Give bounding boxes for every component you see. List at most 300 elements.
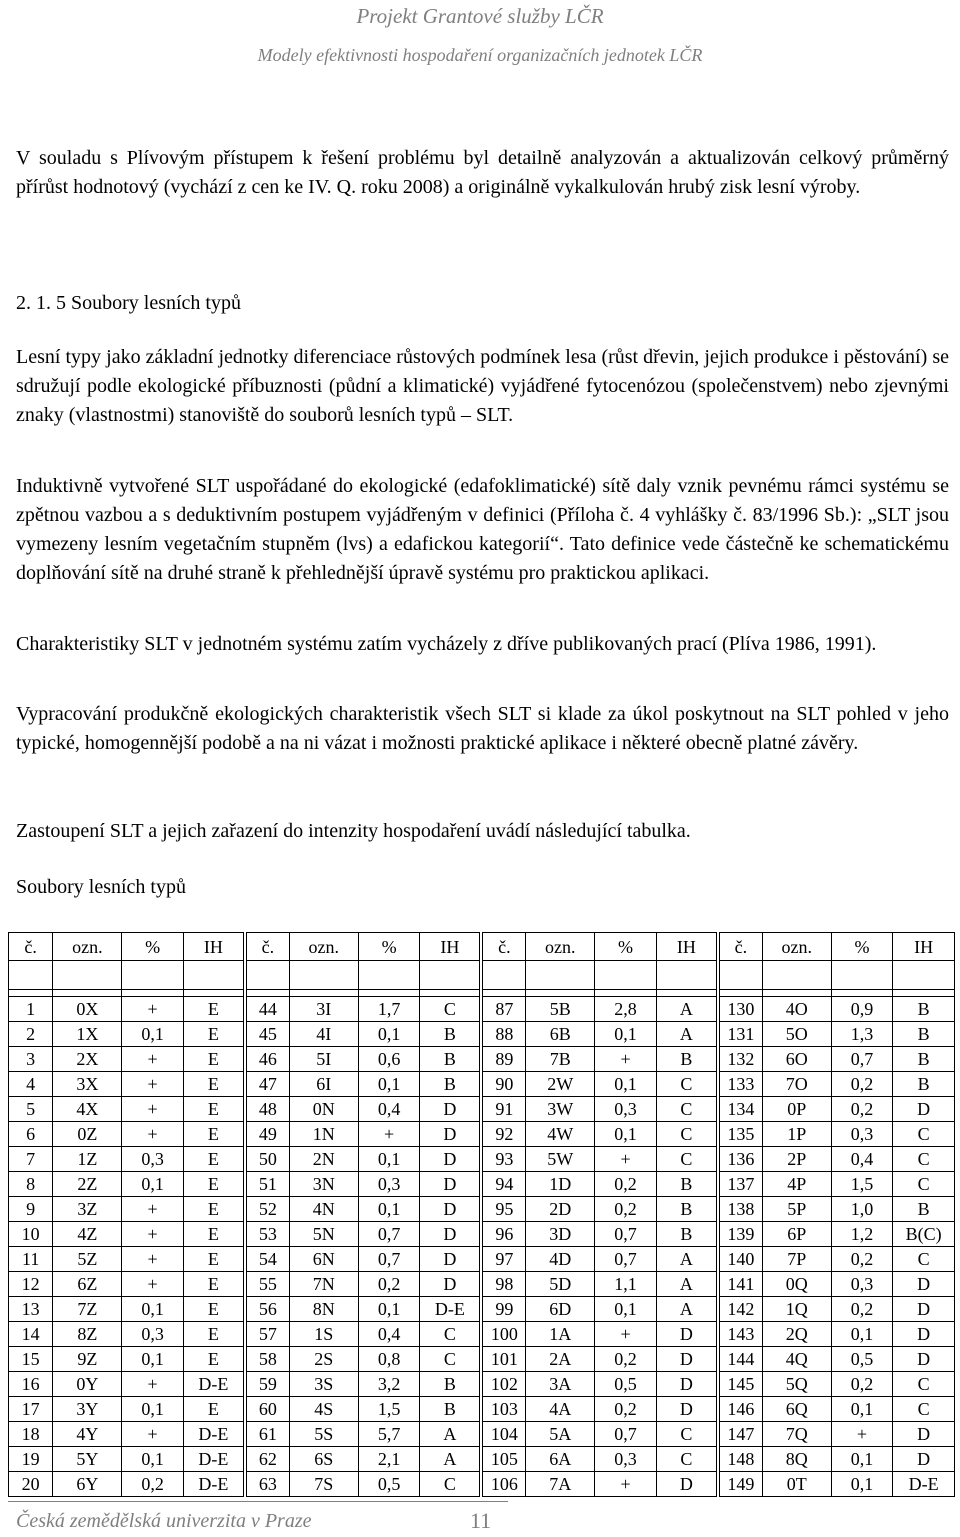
table-cell: 0N	[289, 1097, 358, 1122]
table-gap-row	[9, 990, 955, 997]
table-cell: 6N	[289, 1247, 358, 1272]
table-cell: B(C)	[893, 1222, 955, 1247]
table-spacer-row	[9, 961, 955, 990]
table-cell: 6O	[762, 1047, 831, 1072]
table-cell: +	[358, 1122, 420, 1147]
table-cell: 3A	[526, 1372, 595, 1397]
table-cell: 60	[245, 1397, 289, 1422]
column-header: %	[122, 933, 184, 961]
table-cell: 0,1	[358, 1197, 420, 1222]
table-caption: Soubory lesních typů	[16, 876, 186, 898]
table-cell: 58	[245, 1347, 289, 1372]
table-cell: 50	[245, 1147, 289, 1172]
gap-cell	[526, 990, 595, 997]
gap-cell	[183, 990, 245, 997]
table-cell: 5O	[762, 1022, 831, 1047]
table-cell: 3S	[289, 1372, 358, 1397]
table-cell: 94	[481, 1172, 525, 1197]
table-cell: 0,1	[122, 1297, 184, 1322]
table-cell: E	[183, 1197, 245, 1222]
table-row	[9, 1472, 955, 1497]
table-cell: 6A	[526, 1447, 595, 1472]
table-cell: 132	[718, 1047, 762, 1072]
table-cell: E	[183, 1172, 245, 1197]
table-row	[9, 1147, 955, 1172]
table-cell: 1P	[762, 1122, 831, 1147]
table-cell: B	[420, 1047, 482, 1072]
table-cell: 0,7	[358, 1222, 420, 1247]
table-cell: 0,1	[122, 1447, 184, 1472]
table-cell: 1D	[526, 1172, 595, 1197]
table-cell: 0,1	[831, 1397, 893, 1422]
gap-cell	[481, 990, 525, 997]
table-cell: 0,2	[831, 1297, 893, 1322]
table-cell: 141	[718, 1272, 762, 1297]
empty-cell	[656, 961, 718, 990]
table-cell: 46	[245, 1047, 289, 1072]
table-cell: 88	[481, 1022, 525, 1047]
column-header: IH	[183, 933, 245, 961]
table-cell: 0,7	[358, 1247, 420, 1272]
table-cell: 6D	[526, 1297, 595, 1322]
table-cell: 0,2	[831, 1072, 893, 1097]
table-cell: 7A	[526, 1472, 595, 1497]
table-cell: 5Z	[53, 1247, 122, 1272]
table-cell: B	[893, 1197, 955, 1222]
empty-cell	[9, 961, 53, 990]
table-cell: 2X	[53, 1047, 122, 1072]
column-header: č.	[481, 933, 525, 961]
table-cell: 9	[9, 1197, 53, 1222]
gap-cell	[762, 990, 831, 997]
column-header: %	[595, 933, 657, 961]
table-cell: 0,1	[122, 1347, 184, 1372]
table-cell: 56	[245, 1297, 289, 1322]
table-cell: 4Y	[53, 1422, 122, 1447]
table-row	[9, 1172, 955, 1197]
table-cell: 0,1	[122, 1022, 184, 1047]
table-row	[9, 1322, 955, 1347]
table-cell: 0P	[762, 1097, 831, 1122]
table-cell: 4O	[762, 997, 831, 1022]
table-cell: 1A	[526, 1322, 595, 1347]
empty-cell	[183, 961, 245, 990]
empty-cell	[526, 961, 595, 990]
table-cell: +	[595, 1047, 657, 1072]
table-cell: D-E	[183, 1372, 245, 1397]
table-cell: 8N	[289, 1297, 358, 1322]
gap-cell	[245, 990, 289, 997]
table-cell: 2P	[762, 1147, 831, 1172]
table-row	[9, 1422, 955, 1447]
table-cell: 15	[9, 1347, 53, 1372]
table-cell: 103	[481, 1397, 525, 1422]
table-cell: 5W	[526, 1147, 595, 1172]
table-cell: E	[183, 1222, 245, 1247]
table-cell: D-E	[183, 1447, 245, 1472]
table-cell: 137	[718, 1172, 762, 1197]
empty-cell	[893, 961, 955, 990]
table-cell: 5P	[762, 1197, 831, 1222]
table-cell: 44	[245, 997, 289, 1022]
table-cell: 7P	[762, 1247, 831, 1272]
table-cell: B	[420, 1372, 482, 1397]
table-cell: 18	[9, 1422, 53, 1447]
table-cell: 53	[245, 1222, 289, 1247]
table-cell: 0,2	[122, 1472, 184, 1497]
column-header: ozn.	[526, 933, 595, 961]
table-cell: 0,1	[595, 1072, 657, 1097]
table-cell: 0,1	[122, 1397, 184, 1422]
table-cell: +	[831, 1422, 893, 1447]
table-cell: 2Z	[53, 1172, 122, 1197]
table-cell: D	[893, 1297, 955, 1322]
empty-cell	[595, 961, 657, 990]
table-cell: 149	[718, 1472, 762, 1497]
table-cell: C	[420, 1347, 482, 1372]
table-cell: 45	[245, 1022, 289, 1047]
table-row	[9, 1022, 955, 1047]
table-cell: A	[656, 1247, 718, 1272]
table-cell: 1Q	[762, 1297, 831, 1322]
table-cell: +	[122, 1372, 184, 1397]
table-row	[9, 1447, 955, 1472]
table-row	[9, 1097, 955, 1122]
column-header: ozn.	[53, 933, 122, 961]
table-cell: 0,1	[358, 1072, 420, 1097]
table-cell: 0,2	[595, 1172, 657, 1197]
table-cell: 9Z	[53, 1347, 122, 1372]
table-cell: 0T	[762, 1472, 831, 1497]
table-cell: 5S	[289, 1422, 358, 1447]
table-cell: E	[183, 1147, 245, 1172]
table-cell: 0,7	[595, 1222, 657, 1247]
table-cell: 52	[245, 1197, 289, 1222]
table-cell: A	[656, 997, 718, 1022]
table-cell: 2N	[289, 1147, 358, 1172]
table-cell: B	[656, 1222, 718, 1247]
table-row	[9, 1222, 955, 1247]
header-project-title: Projekt Grantové služby LČR	[356, 4, 604, 28]
table-cell: B	[893, 1047, 955, 1072]
table-cell: 4Z	[53, 1222, 122, 1247]
table-cell: +	[122, 1422, 184, 1447]
table-cell: B	[656, 1047, 718, 1072]
table-cell: D	[893, 1272, 955, 1297]
table-cell: 4Q	[762, 1347, 831, 1372]
table-cell: 0Q	[762, 1272, 831, 1297]
table-cell: 4P	[762, 1172, 831, 1197]
table-cell: 1,0	[831, 1197, 893, 1222]
table-cell: B	[420, 1397, 482, 1422]
table-cell: 6B	[526, 1022, 595, 1047]
table-cell: 3Z	[53, 1197, 122, 1222]
table-cell: 0,1	[358, 1297, 420, 1322]
table-cell: +	[595, 1147, 657, 1172]
table-cell: 2	[9, 1022, 53, 1047]
table-cell: 0,2	[831, 1372, 893, 1397]
table-cell: 90	[481, 1072, 525, 1097]
table-cell: 0,3	[595, 1447, 657, 1472]
table-cell: E	[183, 997, 245, 1022]
table-cell: 2S	[289, 1347, 358, 1372]
table-cell: 143	[718, 1322, 762, 1347]
table-row	[9, 1372, 955, 1397]
column-header: ozn.	[762, 933, 831, 961]
table-cell: 104	[481, 1422, 525, 1447]
table-cell: 1,2	[831, 1222, 893, 1247]
table-cell: 48	[245, 1097, 289, 1122]
table-cell: 1	[9, 997, 53, 1022]
table-cell: C	[893, 1372, 955, 1397]
table-cell: E	[183, 1297, 245, 1322]
table-cell: B	[893, 1022, 955, 1047]
table-cell: 14	[9, 1322, 53, 1347]
gap-cell	[420, 990, 482, 997]
empty-cell	[122, 961, 184, 990]
table-cell: C	[420, 1472, 482, 1497]
table-cell: 0,7	[595, 1247, 657, 1272]
gap-cell	[595, 990, 657, 997]
intro-paragraph: V souladu s Plívovým přístupem k řešení problému byl detailně analyzován a aktualizován celkový průměrný přírůst hodnotový (vychází z cen ke IV. Q. roku 2008) a originálně vykalkulován hrubý zisk lesní výroby.	[16, 147, 949, 198]
table-cell: 7S	[289, 1472, 358, 1497]
table-cell: 87	[481, 997, 525, 1022]
table-cell: 102	[481, 1372, 525, 1397]
empty-cell	[289, 961, 358, 990]
table-cell: 130	[718, 997, 762, 1022]
table-cell: 51	[245, 1172, 289, 1197]
table-cell: 3,2	[358, 1372, 420, 1397]
table-cell: 57	[245, 1322, 289, 1347]
paragraph-slt-production: Vypracování produkčně ekologických charakteristik všech SLT si klade za úkol poskytnout na SLT pohled v jeho typické, homogennější podobě a na ni vázat i možnosti praktické aplikace i některé obecně platné závěry.	[16, 703, 949, 754]
column-header: č.	[718, 933, 762, 961]
table-cell: +	[122, 1247, 184, 1272]
table-row	[9, 1272, 955, 1297]
table-cell: 98	[481, 1272, 525, 1297]
gap-cell	[656, 990, 718, 997]
table-cell: E	[183, 1397, 245, 1422]
table-cell: 89	[481, 1047, 525, 1072]
table-cell: 1,5	[831, 1172, 893, 1197]
table-cell: C	[656, 1122, 718, 1147]
table-cell: 0,2	[595, 1197, 657, 1222]
table-cell: D-E	[420, 1297, 482, 1322]
table-cell: 17	[9, 1397, 53, 1422]
header-subtitle: Modely efektivnosti hospodaření organizačních jednotek LČR	[257, 45, 703, 65]
gap-cell	[718, 990, 762, 997]
paragraph-table-intro: Zastoupení SLT a jejich zařazení do intenzity hospodaření uvádí následující tabulka.	[16, 820, 691, 842]
column-header: %	[831, 933, 893, 961]
table-cell: 0,1	[831, 1447, 893, 1472]
table-cell: 0,2	[595, 1347, 657, 1372]
table-cell: 20	[9, 1472, 53, 1497]
table-cell: 0,1	[595, 1297, 657, 1322]
paragraph-slt-inductive: Induktivně vytvořené SLT uspořádané do ekologické (edafoklimatické) sítě daly vznik pevnému rámci systému se zpětnou vazbou a s deduktivním postupem vyjádřeným v definici (Příloha č. 4 vyhlášky č. 83/1996 Sb.): „SLT jsou vymezeny lesním vegetačním stupněm (lvs) a edafickou kategorií“. Tato definice vede částečně ke schematickému doplňování sítě na druhé straně k přehlednější úpravě systému pro praktickou aplikaci.	[16, 475, 949, 584]
table-row	[9, 1397, 955, 1422]
table-cell: D	[420, 1222, 482, 1247]
table-cell: 7Z	[53, 1297, 122, 1322]
gap-cell	[9, 990, 53, 997]
table-cell: 2Q	[762, 1322, 831, 1347]
table-cell: 3D	[526, 1222, 595, 1247]
table-row	[9, 1197, 955, 1222]
table-row	[9, 1297, 955, 1322]
gap-cell	[53, 990, 122, 997]
table-cell: E	[183, 1272, 245, 1297]
table-cell: E	[183, 1022, 245, 1047]
table-cell: 0,6	[358, 1047, 420, 1072]
table-cell: +	[122, 1072, 184, 1097]
table-cell: D	[420, 1197, 482, 1222]
table-cell: 54	[245, 1247, 289, 1272]
gap-cell	[122, 990, 184, 997]
table-cell: 101	[481, 1347, 525, 1372]
table-cell: 0,3	[122, 1322, 184, 1347]
table-cell: 1Z	[53, 1147, 122, 1172]
table-cell: 47	[245, 1072, 289, 1097]
table-cell: 7	[9, 1147, 53, 1172]
table-cell: 5,7	[358, 1422, 420, 1447]
table-cell: +	[122, 1222, 184, 1247]
column-header: ozn.	[289, 933, 358, 961]
empty-cell	[420, 961, 482, 990]
table-cell: 105	[481, 1447, 525, 1472]
table-cell: 106	[481, 1472, 525, 1497]
table-cell: 4S	[289, 1397, 358, 1422]
table-cell: C	[893, 1397, 955, 1422]
footer-rule	[8, 1501, 508, 1502]
empty-cell	[481, 961, 525, 990]
table-row	[9, 1072, 955, 1097]
table-cell: 2,8	[595, 997, 657, 1022]
table-row	[9, 1347, 955, 1372]
gap-cell	[289, 990, 358, 997]
table-cell: D	[656, 1347, 718, 1372]
table-cell: 5I	[289, 1047, 358, 1072]
table-row	[9, 997, 955, 1022]
empty-cell	[718, 961, 762, 990]
empty-cell	[831, 961, 893, 990]
table-cell: 0,5	[831, 1347, 893, 1372]
table-cell: 140	[718, 1247, 762, 1272]
table-cell: C	[893, 1247, 955, 1272]
table-cell: D	[893, 1422, 955, 1447]
table-cell: C	[893, 1172, 955, 1197]
table-cell: E	[183, 1047, 245, 1072]
table-cell: 0,2	[831, 1247, 893, 1272]
table-cell: D	[420, 1247, 482, 1272]
table-cell: 0,4	[358, 1322, 420, 1347]
table-cell: 6I	[289, 1072, 358, 1097]
table-cell: D-E	[183, 1422, 245, 1447]
table-cell: 55	[245, 1272, 289, 1297]
table-cell: D	[420, 1097, 482, 1122]
table-cell: 8	[9, 1172, 53, 1197]
table-cell: 5N	[289, 1222, 358, 1247]
footer-university: Česká zemědělská univerzita v Praze	[16, 1510, 312, 1532]
table-cell: 0,7	[831, 1047, 893, 1072]
table-cell: 100	[481, 1322, 525, 1347]
table-cell: 19	[9, 1447, 53, 1472]
table-cell: 4I	[289, 1022, 358, 1047]
table-cell: C	[656, 1097, 718, 1122]
table-cell: 133	[718, 1072, 762, 1097]
table-cell: 0,1	[831, 1322, 893, 1347]
table-cell: 0,1	[831, 1472, 893, 1497]
table-cell: C	[420, 997, 482, 1022]
table-cell: 145	[718, 1372, 762, 1397]
table-cell: D	[893, 1347, 955, 1372]
table-cell: 13	[9, 1297, 53, 1322]
table-cell: A	[656, 1297, 718, 1322]
table-cell: 4X	[53, 1097, 122, 1122]
table-cell: 4A	[526, 1397, 595, 1422]
table-cell: 0,5	[358, 1472, 420, 1497]
table-cell: 3	[9, 1047, 53, 1072]
table-row	[9, 1247, 955, 1272]
column-header: IH	[893, 933, 955, 961]
table-cell: 63	[245, 1472, 289, 1497]
gap-cell	[358, 990, 420, 997]
table-cell: 0,1	[122, 1172, 184, 1197]
table-cell: D	[656, 1397, 718, 1422]
table-cell: 12	[9, 1272, 53, 1297]
table-cell: B	[656, 1172, 718, 1197]
column-header: %	[358, 933, 420, 961]
table-cell: +	[122, 1097, 184, 1122]
table-cell: 148	[718, 1447, 762, 1472]
table-cell: 1X	[53, 1022, 122, 1047]
table-cell: +	[595, 1322, 657, 1347]
table-cell: 0,3	[831, 1122, 893, 1147]
table-cell: +	[122, 1272, 184, 1297]
table-cell: D-E	[183, 1472, 245, 1497]
table-cell: +	[122, 1122, 184, 1147]
table-cell: 1S	[289, 1322, 358, 1347]
table-cell: 8Z	[53, 1322, 122, 1347]
table-cell: 0,2	[831, 1097, 893, 1122]
column-header: č.	[245, 933, 289, 961]
table-cell: 5Y	[53, 1447, 122, 1472]
table-cell: 5Q	[762, 1372, 831, 1397]
table-cell: 2A	[526, 1347, 595, 1372]
paragraph-slt-definition: Lesní typy jako základní jednotky diferenciace růstových podmínek lesa (růst dřevin, jejich produkce i pěstování) se sdružují podle ekologické příbuznosti (půdní a klimatické) vyjádřené fytocenózou (společenstvem) nebo zjevnými znaky (vlastnostmi) stanoviště do souborů lesních typů – SLT.	[16, 346, 949, 426]
table-cell: 4W	[526, 1122, 595, 1147]
table-cell: 0,4	[831, 1147, 893, 1172]
table-cell: D	[656, 1322, 718, 1347]
table-cell: 96	[481, 1222, 525, 1247]
table-cell: 139	[718, 1222, 762, 1247]
table-cell: E	[183, 1322, 245, 1347]
table-cell: A	[656, 1272, 718, 1297]
table-cell: 147	[718, 1422, 762, 1447]
empty-cell	[53, 961, 122, 990]
table-cell: 4N	[289, 1197, 358, 1222]
table-cell: 0Z	[53, 1122, 122, 1147]
table-cell: 0,4	[358, 1097, 420, 1122]
table-cell: B	[893, 997, 955, 1022]
slt-table	[8, 932, 955, 1497]
paragraph-slt-characteristics: Charakteristiky SLT v jednotném systému zatím vycházely z dříve publikovaných prací (Plíva 1986, 1991).	[16, 633, 877, 655]
table-cell: 0,3	[358, 1172, 420, 1197]
table-cell: 8Q	[762, 1447, 831, 1472]
table-cell: 0,2	[358, 1272, 420, 1297]
table-cell: 0,1	[595, 1122, 657, 1147]
table-header-row	[9, 933, 955, 961]
table-cell: 92	[481, 1122, 525, 1147]
table-cell: 1,7	[358, 997, 420, 1022]
table-cell: 7Q	[762, 1422, 831, 1447]
